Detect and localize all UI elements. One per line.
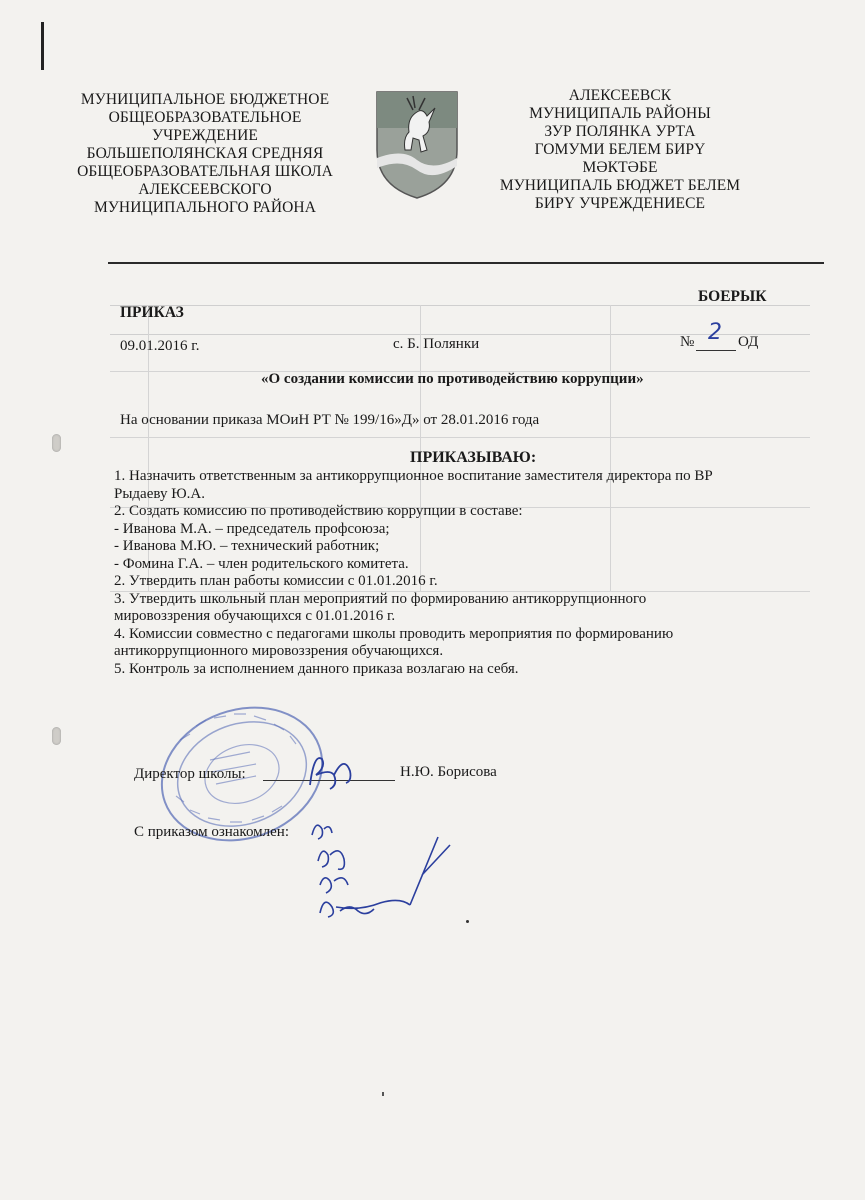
order-items	[114, 468, 824, 678]
school-name-tatar	[470, 87, 770, 213]
order-number	[680, 320, 770, 356]
header-line: МУНИЦИПАЛЬ БЮДЖЕТ БЕЛЕМ	[499, 177, 741, 194]
header-line: МУНИЦИПАЛЬ РАЙОНЫ	[529, 105, 711, 122]
ink-dot	[382, 1092, 384, 1096]
number-underline	[696, 350, 736, 351]
header-line: МУНИЦИПАЛЬНОЕ БЮДЖЕТНОЕ	[80, 91, 330, 108]
order-item: антикоррупционного мировоззрения обучающихся.	[114, 643, 444, 659]
header-divider	[108, 262, 824, 264]
coat-of-arms-emblem	[373, 88, 461, 200]
order-item: 5. Контроль за исполнением данного приказа возлагаю на себя.	[114, 660, 519, 677]
header-line: МУНИЦИПАЛЬНОГО РАЙОНА	[93, 199, 317, 216]
order-item: Рыдаеву Ю.А.	[114, 485, 205, 502]
number-suffix: ОД	[738, 334, 759, 350]
order-title-russian: ПРИКАЗ	[120, 304, 184, 321]
ink-dot	[466, 920, 469, 923]
header-line: БОЛЬШЕПОЛЯНСКАЯ СРЕДНЯЯ	[86, 145, 324, 162]
staff-signatures	[300, 815, 460, 925]
order-place: с. Б. Полянки	[393, 336, 480, 352]
order-item: 2. Создать комиссию по противодействию коррупции в составе:	[114, 503, 523, 519]
director-name: Н.Ю. Борисова	[400, 764, 497, 780]
order-item: 4. Комиссии совместно с педагогами школы проводить мероприятия по формированию	[114, 625, 674, 642]
order-date: 09.01.2016 г.	[120, 338, 200, 354]
director-role: Директор школы:	[134, 766, 246, 782]
header-line: УЧРЕЖДЕНИЕ	[152, 127, 258, 144]
staple-mark	[41, 22, 44, 70]
number-handwritten: 2	[708, 320, 722, 345]
order-item: - Фомина Г.А. – член родительского комитета.	[114, 555, 409, 572]
header-line: ОБЩЕОБРАЗОВАТЕЛЬНАЯ ШКОЛА	[77, 163, 333, 180]
order-command: ПРИКАЗЫВАЮ:	[410, 449, 537, 466]
order-item: - Иванова М.А. – председатель профсоюза;	[114, 520, 390, 537]
director-signature	[300, 745, 380, 795]
header-line: БИРҮ УЧРЕЖДЕНИЕСЕ	[534, 195, 706, 212]
school-name-russian	[55, 91, 355, 217]
order-item: 1. Назначить ответственным за антикоррупционное воспитание заместителя директора по ВР	[114, 468, 713, 484]
acquainted-label: С приказом ознакомлен:	[134, 824, 290, 840]
order-subject: «О создании комиссии по противодействию коррупции»	[261, 371, 644, 387]
header-line: ОБЩЕОБРАЗОВАТЕЛЬНОЕ	[108, 109, 302, 126]
punch-hole	[52, 434, 61, 452]
punch-hole	[52, 727, 61, 745]
header-line: АЛЕКСЕЕВСКОГО	[138, 181, 272, 198]
header-line: ЗУР ПОЛЯНКА УРТА	[544, 123, 696, 140]
order-basis: На основании приказа МОиН РТ № 199/16»Д» от 28.01.2016 года	[120, 412, 540, 428]
header-line: ГОМУМИ БЕЛЕМ БИРҮ	[534, 141, 706, 158]
number-sign: №	[680, 334, 695, 350]
order-item: - Иванова М.Ю. – технический работник;	[114, 538, 380, 554]
order-item: мировоззрения обучающихся с 01.01.2016 г.	[114, 608, 396, 624]
header-line: АЛЕКСЕЕВСК	[568, 87, 672, 104]
order-title-tatar: БОЕРЫК	[698, 288, 767, 305]
header-line: МӘКТӘБЕ	[582, 159, 658, 176]
order-item: 3. Утвердить школьный план мероприятий по формированию антикоррупционного	[114, 590, 647, 607]
order-item: 2. Утвердить план работы комиссии с 01.01.2016 г.	[114, 573, 438, 589]
